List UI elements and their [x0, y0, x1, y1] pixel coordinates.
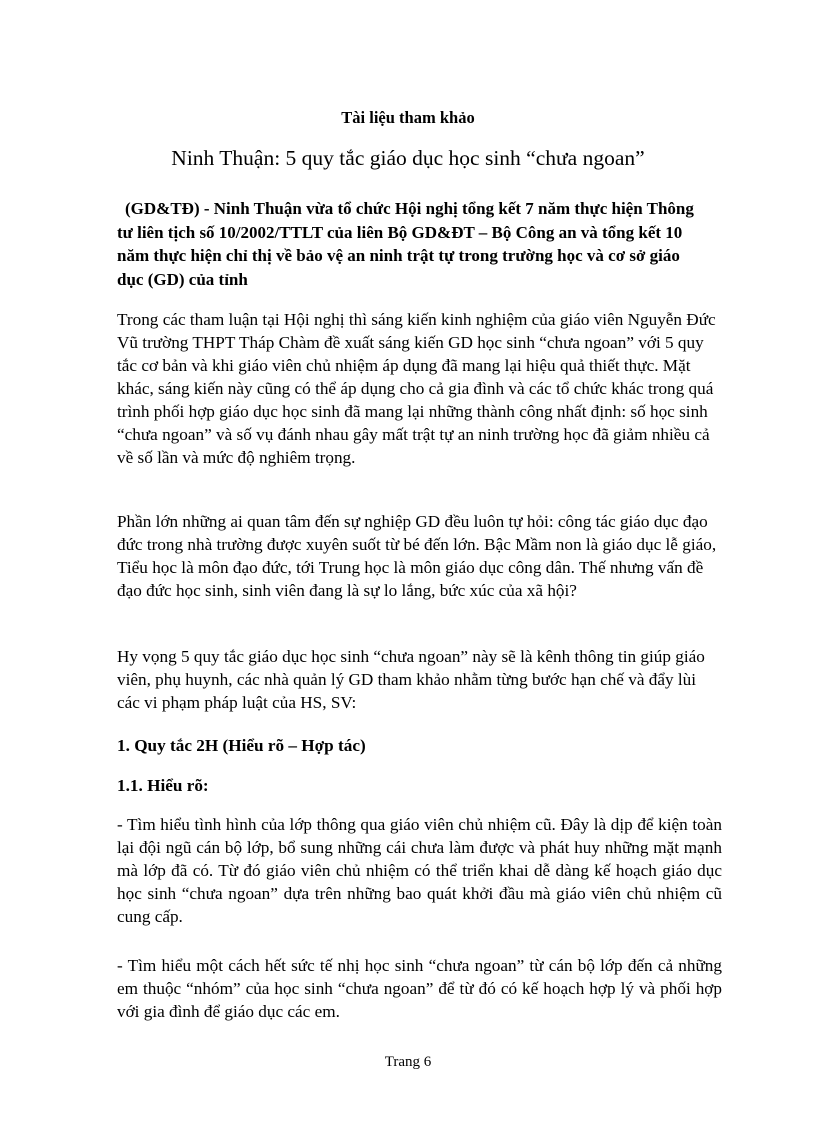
paragraph: Hy vọng 5 quy tắc giáo dục học sinh “chưa ngoan” này sẽ là kênh thông tin giúp giáo viên, phụ huynh, các nhà quản lý GD tham khảo nhằm từng bước hạn chế và đẩy lùi các vi phạm pháp luật của HS, SV: [117, 647, 705, 712]
article-title: Ninh Thuận: 5 quy tắc giáo dục học sinh “chưa ngoan” [171, 146, 645, 170]
document-heading: Tài liệu tham khảo [341, 108, 475, 127]
paragraph: - Tìm hiểu tình hình của lớp thông qua giáo viên chủ nhiệm cũ. Đây là dịp để kiện toàn lại đội ngũ cán bộ lớp, bổ sung những cái chưa làm được và phát huy những mặt mạnh mà lớp đã có. Từ đó giáo viên chủ nhiệm có thể triển khai dễ dàng kế hoạch giáo dục học sinh “chưa ngoan” dựa trên những bao quát khởi đầu mà giáo viên chủ nhiệm cũ cung cấp. [117, 815, 722, 926]
page-number: Trang 6 [384, 1054, 432, 1070]
section-heading: 1. Quy tắc 2H (Hiểu rõ – Hợp tác) [117, 736, 366, 755]
article-lead: (GD&TĐ) - Ninh Thuận vừa tổ chức Hội nghị tổng kết 7 năm thực hiện Thông tư liên tịch số 10/2002/TTLT của liên Bộ GD&ĐT – Bộ Công an và tổng kết 10 năm thực hiện chỉ thị về bảo vệ an ninh trật tự trong trường học và cơ sở giáo dục (GD) của tỉnh [117, 199, 694, 289]
subsection-heading: 1.1. Hiểu rõ: [117, 776, 209, 795]
paragraph: - Tìm hiểu một cách hết sức tế nhị học sinh “chưa ngoan” từ cán bộ lớp đến cả những em thuộc “nhóm” của học sinh “chưa ngoan” để từ đó có kế hoạch hợp lý và phối hợp với gia đình để giáo dục các em. [117, 956, 722, 1021]
paragraph: Phần lớn những ai quan tâm đến sự nghiệp GD đều luôn tự hỏi: công tác giáo dục đạo đức trong nhà trường được xuyên suốt từ bé đến lớn. Bậc Mầm non là giáo dục lễ giáo, Tiểu học là môn đạo đức, tới Trung học là môn giáo dục công dân. Thế nhưng vấn đề đạo đức học sinh, sinh viên đang là sự lo lắng, bức xúc của xã hội? [117, 512, 717, 600]
paragraph: Trong các tham luận tại Hội nghị thì sáng kiến kinh nghiệm của giáo viên Nguyễn Đức Vũ trường THPT Tháp Chàm đề xuất sáng kiến GD học sinh “chưa ngoan” với 5 quy tắc cơ bản và khi giáo viên chủ nhiệm áp dụng đã mang lại hiệu quả thiết thực. Mặt khác, sáng kiến này cũng có thể áp dụng cho cả gia đình và các tổ chức khác trong quá trình phối hợp giáo dục học sinh đã mang lại những thành công nhất định: số học sinh “chưa ngoan” và số vụ đánh nhau gây mất trật tự an ninh trường học đã giảm nhiều cả về số lần và mức độ nghiêm trọng. [117, 310, 716, 467]
